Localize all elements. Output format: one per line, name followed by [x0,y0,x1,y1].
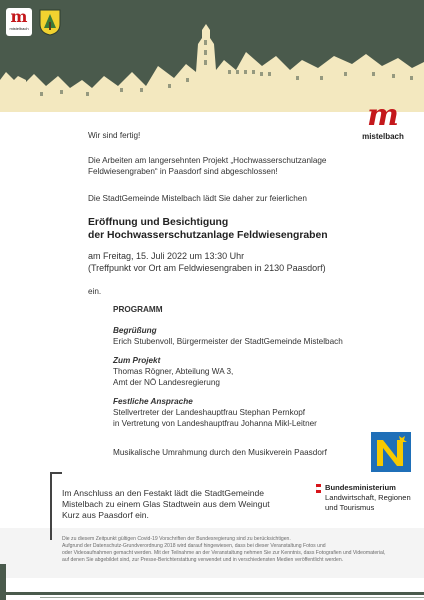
music-line: Musikalische Umrahmung durch den Musikverein Paasdorf [113,448,327,457]
ein-text: ein. [88,287,102,296]
invitation-line: Die StadtGemeinde Mistelbach lädt Sie daher zur feierlichen [88,194,307,203]
ministry-logo [316,482,422,522]
date-line: am Freitag, 15. Juli 2022 um 13:30 Uhr [88,251,245,261]
intro-line-2: Feldwiesengraben“ in Paasdorf sind abgeschlossen! [88,167,278,176]
section-title-festliche-ansprache: Festliche Ansprache [113,397,193,406]
closing-line-3: Kurz aus Paasdorf ein. [62,510,149,520]
section-line: Amt der NÖ Landesregierung [113,378,220,387]
niederoesterreich-logo-icon [371,432,411,472]
section-line: Thomas Rögner, Abteilung WA 3, [113,367,234,376]
header-banner [0,0,424,112]
town-crest-icon [38,8,62,36]
ministry-name-line-3: und Tourismus [325,503,375,512]
programm-heading: PROGRAMM [113,305,163,314]
closing-line-2: Mistelbach zu einem Glas Stadtwein aus dem Weingut [62,499,270,509]
ministry-name-line-1: Bundesministerium [325,483,396,492]
section-line: in Vertretung von Landeshauptfrau Johanna Mikl-Leitner [113,419,317,428]
town-skyline-illustration [0,0,424,112]
footer-note-2: Aufgrund der Datenschutz-Grundverordnung 2018 wird darauf hingewiesen, dass bei dieser Veranstaltung Fotos und [62,543,326,549]
section-title-zum-projekt: Zum Projekt [113,356,161,365]
logo-mark: m [10,7,28,26]
mistelbach-logo-small [6,8,32,36]
section-title-begruessung: Begrüßung [113,326,157,335]
footer-note-1: Die zu diesem Zeitpunkt gültigen Covid-19 Vorschriften der Bundesregierung sind zu berücksichtigen. [62,536,291,542]
corner-bracket [50,472,62,540]
austria-flag-icon [316,484,321,493]
mistelbach-brand-logo [356,100,410,144]
footer-note-3: oder Videoaufnahmen gemacht werden. Mit der Teilnahme an der Veranstaltung nehmen Sie zur Kenntnis, dass Fotografien und Videomaterial, [62,550,386,556]
brand-mark: m [367,98,399,133]
footer-note-4: auf denen Sie abgebildet sind, zur Presse-Berichterstattung verwendet und in verschiedensten Medien veröffentlicht werden. [62,557,344,563]
event-title-line-2: der Hochwasserschutzanlage Feldwiesengraben [88,230,328,241]
footer-frame-lines [0,562,424,600]
ministry-name-line-2: Landwirtschaft, Regionen [325,493,411,502]
brand-text: mistelbach [362,132,404,141]
greeting: Wir sind fertig! [88,131,141,140]
event-title-line-1: Eröffnung und Besichtigung [88,217,229,228]
place-line: (Treffpunkt vor Ort am Feldwiesengraben in 2130 Paasdorf) [88,263,326,273]
section-line: Stellvertreter der Landeshauptfrau Stephan Pernkopf [113,408,306,417]
intro-line-1: Die Arbeiten am langersehnten Projekt „Hochwasserschutzanlage [88,156,327,165]
section-line: Erich Stubenvoll, Bürgermeister der StadtGemeinde Mistelbach [113,337,343,346]
closing-line-1: Im Anschluss an den Festakt lädt die StadtGemeinde [62,488,265,498]
logo-text: mistelbach [9,26,29,31]
